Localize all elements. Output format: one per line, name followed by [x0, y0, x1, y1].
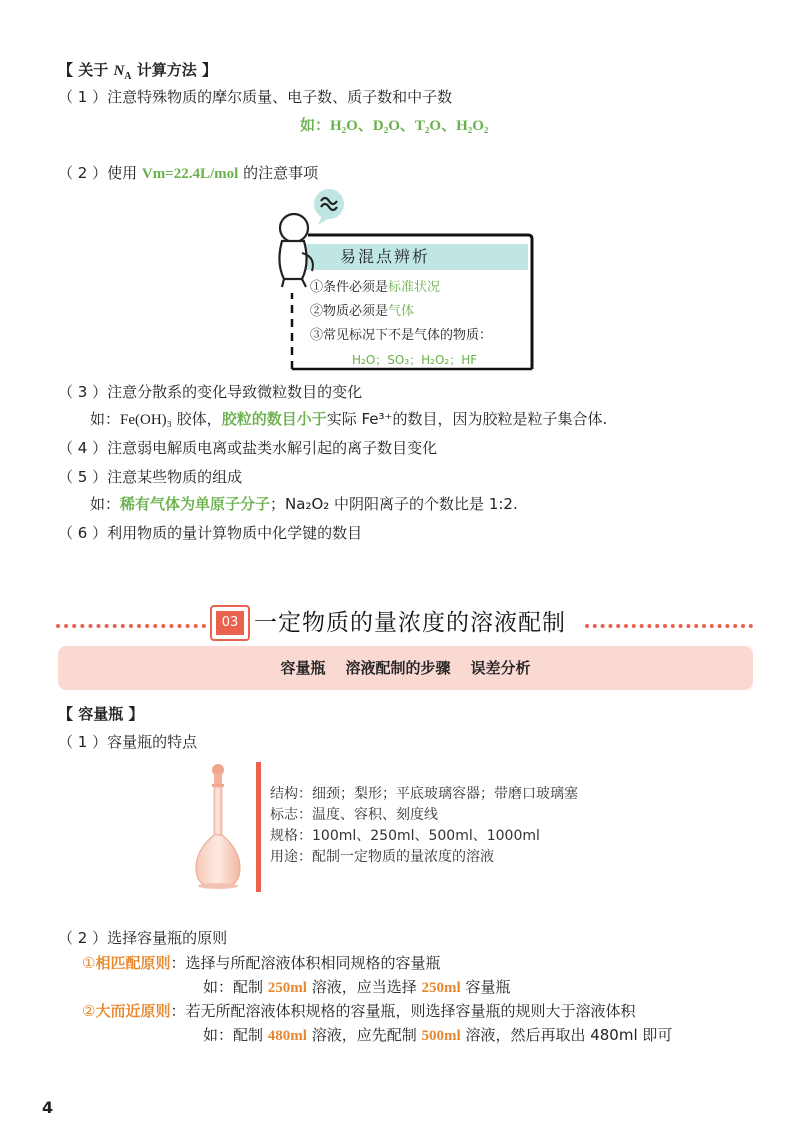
item-3-example: 如：Fe(OH)₃ 胶体，胶粒的数目小于实际 Fe³⁺的数目，因为胶粒是粒子集合体. — [90, 410, 608, 428]
note-line-3: ③常见标况下不是气体的物质： — [310, 328, 493, 343]
item-6: （ 6 ）利用物质的量计算物质中化学键的数目 — [58, 524, 363, 542]
feature-accent-bar — [256, 762, 261, 892]
banner-item-1: 容量瓶 — [280, 659, 326, 677]
feature-structure: 结构：细颈；梨形；平底玻璃容器；带磨口玻璃塞 — [270, 786, 578, 802]
item-3: （ 3 ）注意分散系的变化导致微粒数目的变化 — [58, 383, 363, 401]
flask-item-2: （ 2 ）选择容量瓶的原则 — [58, 929, 228, 947]
rule-2: ②大而近原则：若无所配溶液体积规格的容量瓶，则选择容量瓶的规则大于溶液体积 — [82, 1002, 636, 1020]
item-5: （ 5 ）注意某些物质的组成 — [58, 468, 243, 486]
section-number: 03 — [216, 611, 244, 635]
section-number-frame — [210, 605, 250, 641]
item-1-example: 如：H₂O、D₂O、T₂O、H₂O₂ — [300, 116, 489, 134]
rule-2-example: 如：配制 480ml 溶液，应先配制 500ml 溶液，然后再取出 480ml 即可 — [203, 1026, 673, 1044]
page-number: 4 — [42, 1098, 54, 1117]
section-heading-na: 【 关于 $N_A$ 计算方法 】 — [58, 61, 217, 82]
feature-marks: 标志：温度、容积、刻度线 — [270, 807, 438, 823]
flask-features — [270, 784, 578, 868]
feature-use: 用途：配制一定物质的量浓度的溶液 — [270, 849, 494, 865]
note-line-1: ①条件必须是标准状况 — [310, 280, 441, 295]
feature-specs: 规格：100ml、250ml、500ml、1000ml — [270, 828, 540, 844]
topic-banner — [58, 646, 753, 690]
volumetric-flask-icon — [192, 762, 244, 892]
item-2: （ 2 ）使用 Vm=22.4L/mol 的注意事项 — [58, 164, 319, 182]
note-line-2: ②物质必须是气体 — [310, 304, 415, 319]
divider-left — [56, 624, 206, 628]
rule-1-example: 如：配制 250ml 溶液，应当选择 250ml 容量瓶 — [203, 978, 511, 996]
banner-item-2: 溶液配制的步骤 — [345, 659, 451, 677]
item-5-example: 如：稀有气体为单原子分子；Na₂O₂ 中阴阳离子的个数比是 1:2. — [90, 495, 518, 513]
rule-1: ①相匹配原则：选择与所配溶液体积相同规格的容量瓶 — [82, 954, 441, 972]
item-4: （ 4 ）注意弱电解质电离或盐类水解引起的离子数目变化 — [58, 439, 438, 457]
banner-item-3: 误差分析 — [470, 659, 531, 677]
note-line-4: H₂O；SO₃；H₂O₂；HF — [352, 353, 478, 367]
section-title: 一定物质的量浓度的溶液配制 — [254, 610, 566, 636]
flask-item-1: （ 1 ）容量瓶的特点 — [58, 733, 198, 751]
divider-right — [585, 624, 753, 628]
note-box-title: 易混点辨析 — [340, 247, 431, 266]
item-1: （ 1 ）注意特殊物质的摩尔质量、电子数、质子数和中子数 — [58, 88, 453, 106]
section-heading-flask: 【 容量瓶 】 — [58, 705, 144, 723]
